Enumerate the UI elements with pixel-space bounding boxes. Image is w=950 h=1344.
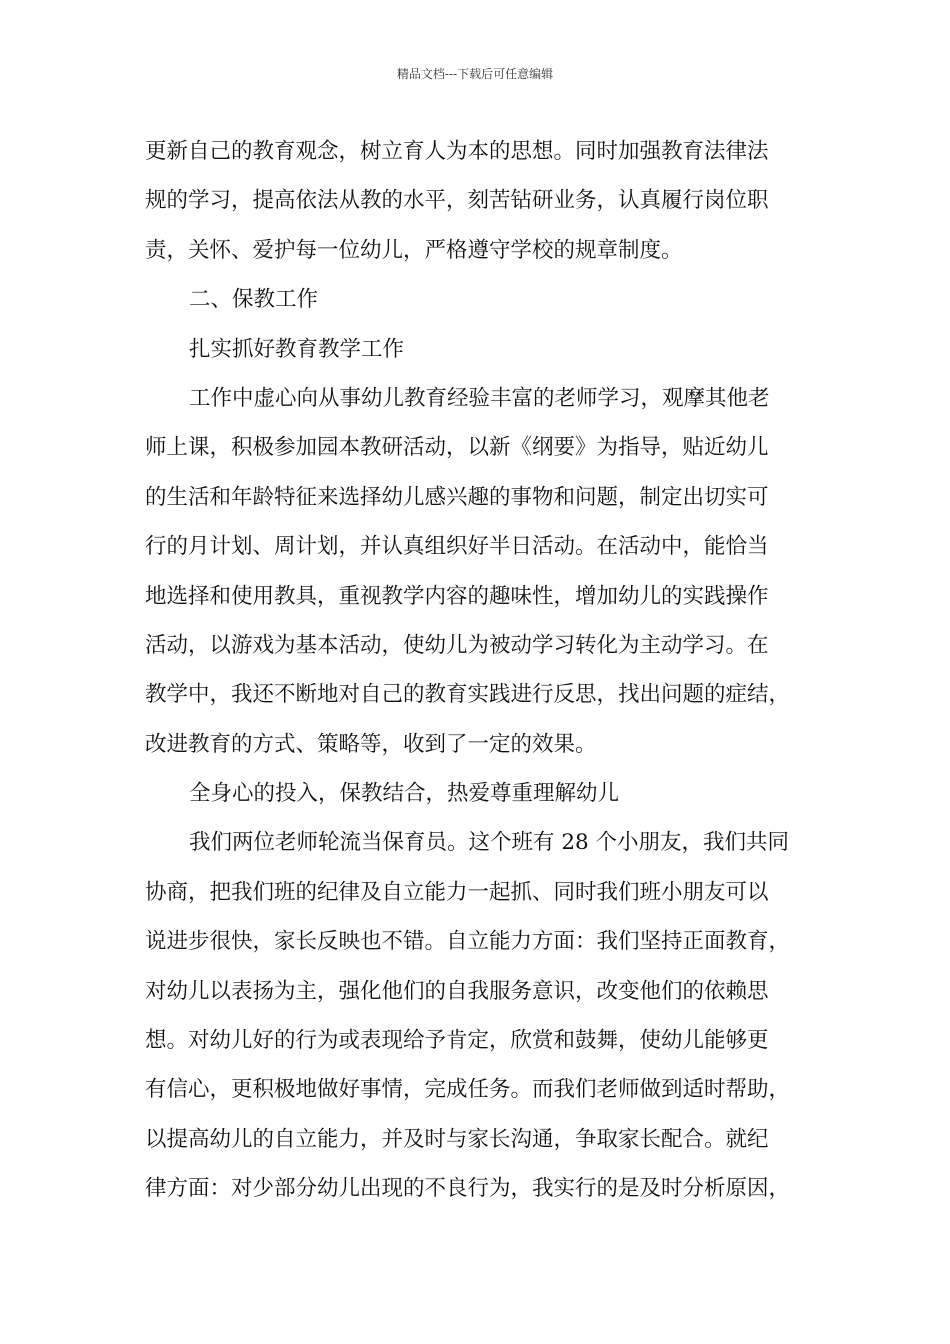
page-header: 精品文档---下载后可任意编辑 [396, 67, 554, 81]
text-line: 行的月计划、周计划，并认真组织好半日活动。在活动中，能恰当 [145, 534, 769, 560]
text-line: 责，关怀、爱护每一位幼儿，严格遵守学校的规章制度。 [145, 237, 683, 263]
paragraph-first-line: 工作中虚心向从事幼儿教育经验丰富的老师学习，观摩其他老 [189, 385, 770, 411]
text-line: 师上课，积极参加园本教研活动，以新《纲要》为指导，贴近幼儿 [145, 435, 769, 461]
text-line: 地选择和使用教具，重视教学内容的趣味性，增加幼儿的实践操作 [145, 583, 769, 609]
text-line: 改进教育的方式、策略等，收到了一定的效果。 [145, 731, 597, 757]
paragraph-first-line: 扎实抓好教育教学工作 [189, 336, 405, 362]
text-line: 有信心，更积极地做好事情，完成任务。而我们老师做到适时帮助， [145, 1077, 791, 1103]
text-line: 活动，以游戏为基本活动，使幼儿为被动学习转化为主动学习。在 [145, 632, 769, 658]
text-line: 更新自己的教育观念，树立育人为本的思想。同时加强教育法律法 [145, 139, 769, 164]
text-line: 协商，把我们班的纪律及自立能力一起抓、同时我们班小朋友可以 [145, 879, 769, 905]
text-line: 以提高幼儿的自立能力，并及时与家长沟通，争取家长配合。就纪 [145, 1126, 769, 1152]
text-line: 想。对幼儿好的行为或表现给予肯定，欣赏和鼓舞，使幼儿能够更 [145, 1028, 769, 1054]
text-line: 规的学习，提高依法从教的水平，刻苦钻研业务，认真履行岗位职 [145, 188, 769, 214]
text-line: 教学中，我还不断地对自己的教育实践进行反思，找出问题的症结， [145, 682, 791, 708]
text-line: 对幼儿以表扬为主，强化他们的自我服务意识，改变他们的依赖思 [145, 978, 769, 1004]
text-line: 律方面：对少部分幼儿出现的不良行为，我实行的是及时分析原因， [145, 1176, 791, 1202]
paragraph-first-line: 我们两位老师轮流当保育员。这个班有 28 个小朋友，我们共同 [189, 830, 790, 856]
paragraph-first-line: 全身心的投入，保教结合，热爱尊重理解幼儿 [189, 781, 620, 807]
document-body [145, 127, 835, 1214]
paragraph-first-line: 二、保教工作 [189, 287, 319, 313]
text-line: 的生活和年龄特征来选择幼儿感兴趣的事物和问题，制定出切实可 [145, 484, 769, 510]
text-line: 说进步很快，家长反映也不错。自立能力方面：我们坚持正面教育， [145, 929, 791, 955]
